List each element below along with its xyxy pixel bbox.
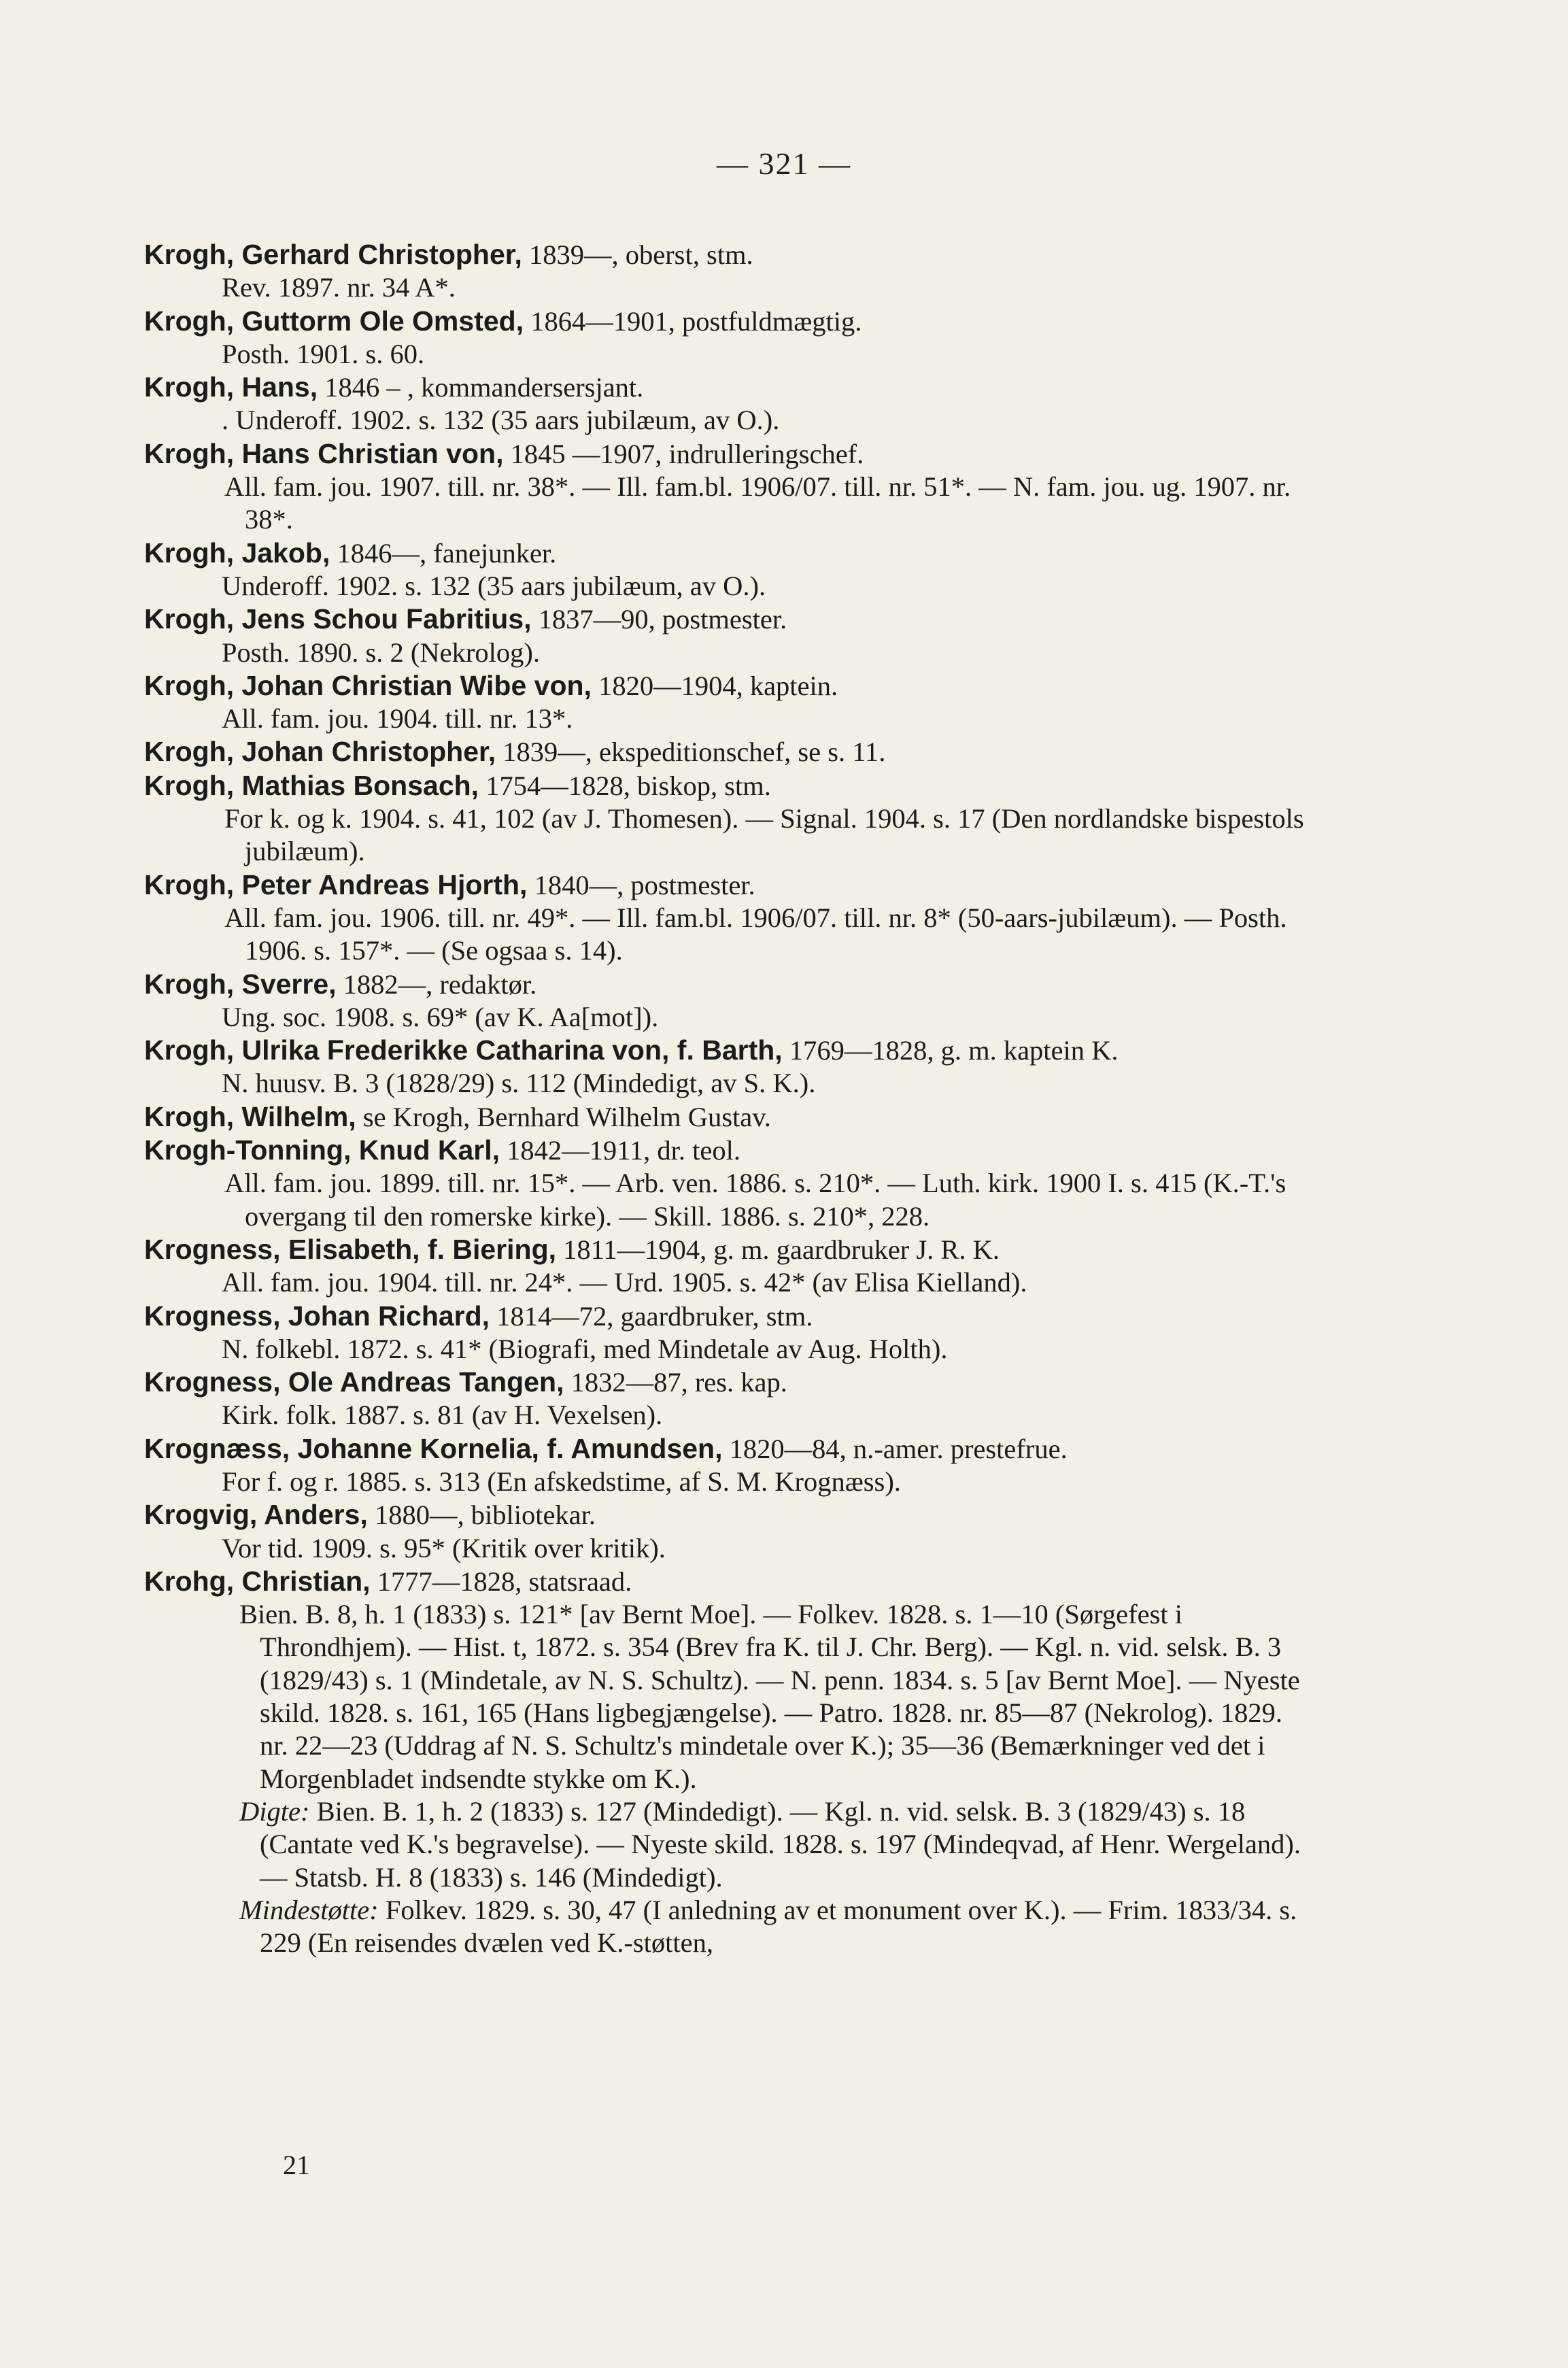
entry-list — [144, 238, 1314, 1959]
entry-reference: All. fam. jou. 1904. till. nr. 24*. — Urd. 1905. s. 42* (av Elisa Kielland). — [222, 1267, 1027, 1298]
entry-name: Krogh, Jens Schou Fabritius, — [144, 603, 532, 635]
entry-name: Krogh, Wilhelm, — [144, 1100, 356, 1132]
entry — [144, 1134, 1314, 1233]
entry-description: 1837—90, postmester. — [531, 604, 787, 635]
entry-name: Krogh, Johan Christopher, — [144, 736, 496, 768]
entry-description: 1754—1828, biskop, stm. — [479, 770, 771, 801]
entry-name: Krogh, Hans, — [144, 371, 318, 403]
entry-reference: Bien. B. 8, h. 1 (1833) s. 121* [av Bernt Moe]. — Folkev. 1828. s. 1—10 (Sørgefest i Throndhjem). — Hist. t, 1872. s. 354 (Brev fra K. til J. Chr. Berg). — Kgl. n. vid. selsk. B. 3 (1829/43) s. 1 (Mindetale, av N. S. Schultz). — N. penn. 1834. s. 5 [av Bernt Moe]. — Nyeste skild. 1828. s. 161, 165 (Hans ligbegjængelse). — Patro. 1828. nr. 85—87 (Nekrolog). 1829. nr. 22—23 (Uddrag af N. S. Schultz's mindetale over K.); 35—36 (Bemærkninger ved det i Morgenbladet indsendte stykke om K.). — [239, 1599, 1300, 1794]
entry-description: 1814—72, gaardbruker, stm. — [490, 1300, 813, 1332]
entry-description: 1840—, postmester. — [527, 869, 755, 900]
entry-name: Krogh, Gerhard Christopher, — [144, 239, 522, 270]
entry-name: Krogness, Johan Richard, — [144, 1300, 490, 1332]
entry-name: Krogh, Mathias Bonsach, — [144, 769, 479, 801]
entry-description: 1839—, oberst, stm. — [522, 239, 753, 270]
signature-mark: 21 — [283, 2150, 310, 2180]
entry-description: 1769—1828, g. m. kaptein K. — [782, 1035, 1119, 1066]
entry-name: Krogh, Ulrika Frederikke Catharina von, f. Barth, — [144, 1034, 783, 1066]
entry-reference: . Underoff. 1902. s. 132 (35 aars jubilæum, av O.). — [222, 405, 780, 436]
entry-description: 1882—, redaktør. — [336, 968, 537, 1000]
entry-reference: All. fam. jou. 1899. till. nr. 15*. — Arb. ven. 1886. s. 210*. — Luth. kirk. 1900 I. s. 415 (K.-T.'s overgang til den romerske kirke). — Skill. 1886. s. 210*, 228. — [224, 1168, 1286, 1232]
subsection-text: Folkev. 1829. s. 30, 47 (I anledning av et monument over K.). — Frim. 1833/34. s. 229 (En reisendes dvælen ved K.-støtten, — [260, 1894, 1297, 1959]
entry-reference: Vor tid. 1909. s. 95* (Kritik over kritik). — [222, 1532, 666, 1563]
entry-reference: N. huusv. B. 3 (1828/29) s. 112 (Mindedigt, av S. K.). — [222, 1068, 816, 1099]
entry-description: se Krogh, Bernhard Wilhelm Gustav. — [356, 1101, 771, 1132]
entry-reference: For f. og r. 1885. s. 313 (En afskedstime, af S. M. Krognæss). — [222, 1466, 901, 1497]
entry — [144, 1432, 1314, 1499]
entry — [144, 1300, 1314, 1366]
entry-reference: Posth. 1890. s. 2 (Nekrolog). — [222, 637, 540, 668]
entry-description: 1846 – , kommandersersjant. — [318, 372, 644, 403]
entry — [144, 603, 1314, 669]
entry — [144, 968, 1314, 1034]
entry-subsection — [239, 1795, 1314, 1894]
subsection-text: Bien. B. 1, h. 2 (1833) s. 127 (Mindedigt). — Kgl. n. vid. selsk. B. 3 (1829/43) s. 18 (Cantate ved K.'s begravelse). — Nyeste skild. 1828. s. 197 (Mindeqvad, af Henr. Wergeland). — Statsb. H. 8 (1833) s. 146 (Mindedigt). — [260, 1795, 1301, 1893]
entry-description: 1832—87, res. kap. — [564, 1367, 787, 1398]
entry-name: Krohg, Christian, — [144, 1565, 371, 1597]
entry-name: Krogness, Ole Andreas Tangen, — [144, 1366, 564, 1398]
entry — [144, 1034, 1314, 1100]
subsection-label: Digte: — [239, 1795, 310, 1827]
entry-subsection — [239, 1894, 1314, 1960]
entry-description: 1820—84, n.-amer. prestefrue. — [722, 1433, 1068, 1464]
entry-description: 1864—1901, postfuldmægtig. — [524, 305, 862, 337]
entry-description: 1839—, ekspeditionschef, se s. 11. — [496, 737, 886, 768]
entry — [144, 769, 1314, 868]
entry-description: 1845 —1907, indrulleringschef. — [503, 438, 864, 469]
entry-description: 1880—, bibliotekar. — [367, 1500, 596, 1531]
entry-name: Krogh, Sverre, — [144, 968, 337, 1000]
page-number: — 321 — — [717, 146, 851, 181]
entry — [144, 537, 1314, 603]
entry-name: Krogness, Elisabeth, f. Biering, — [144, 1233, 557, 1265]
entry-description: 1842—1911, dr. teol. — [500, 1135, 741, 1166]
entry — [144, 1498, 1314, 1565]
entry-reference: All. fam. jou. 1907. till. nr. 38*. — Ill. fam.bl. 1906/07. till. nr. 51*. — N. fam. jou. ug. 1907. nr. 38*. — [224, 471, 1291, 535]
entry — [144, 669, 1314, 736]
entry — [144, 1233, 1314, 1300]
entry — [144, 1565, 1314, 1960]
entry-reference: N. folkebl. 1872. s. 41* (Biografi, med Mindetale av Aug. Holth). — [222, 1333, 948, 1364]
entry-reference: Underoff. 1902. s. 132 (35 aars jubilæum, av O.). — [222, 570, 766, 601]
entry — [144, 868, 1314, 968]
entry-name: Krogh, Jakob, — [144, 537, 330, 569]
entry — [144, 305, 1314, 371]
entry-name: Krogvig, Anders, — [144, 1499, 368, 1531]
entry-description: 1820—1904, kaptein. — [591, 670, 838, 701]
entry-reference: Rev. 1897. nr. 34 A*. — [222, 272, 456, 303]
entry-description: 1846—, fanejunker. — [330, 537, 557, 569]
entry — [144, 437, 1314, 537]
entry — [144, 1100, 1314, 1134]
entry — [144, 735, 1314, 768]
entry-name: Krognæss, Johanne Kornelia, f. Amundsen, — [144, 1432, 723, 1464]
subsection-label: Mindestøtte: — [239, 1894, 379, 1925]
entry-description: 1777—1828, statsraad. — [370, 1566, 632, 1597]
entry — [144, 1366, 1314, 1432]
entry — [144, 371, 1314, 437]
entry-reference: Kirk. folk. 1887. s. 81 (av H. Vexelsen). — [222, 1400, 663, 1431]
entry-description: 1811—1904, g. m. gaardbruker J. R. K. — [556, 1234, 1000, 1265]
entry-name: Krogh, Hans Christian von, — [144, 437, 504, 469]
entry-reference: All. fam. jou. 1906. till. nr. 49*. — Ill. fam.bl. 1906/07. till. nr. 8* (50-aars-jubilæum). — Posth. 1906. s. 157*. — (Se ogsaa s. 14). — [224, 902, 1287, 966]
entry-name: Krogh, Guttorm Ole Omsted, — [144, 305, 524, 337]
entry-name: Krogh-Tonning, Knud Karl, — [144, 1134, 500, 1166]
entry-reference: Posth. 1901. s. 60. — [222, 338, 425, 369]
entry — [144, 238, 1314, 305]
entry-name: Krogh, Peter Andreas Hjorth, — [144, 868, 528, 900]
entry-reference: For k. og k. 1904. s. 41, 102 (av J. Thomesen). — Signal. 1904. s. 17 (Den nordlandske bispestols jubilæum). — [224, 803, 1304, 867]
entry-reference: All. fam. jou. 1904. till. nr. 13*. — [222, 703, 573, 734]
entry-reference: Ung. soc. 1908. s. 69* (av K. Aa[mot]). — [222, 1001, 659, 1032]
entry-name: Krogh, Johan Christian Wibe von, — [144, 669, 592, 701]
